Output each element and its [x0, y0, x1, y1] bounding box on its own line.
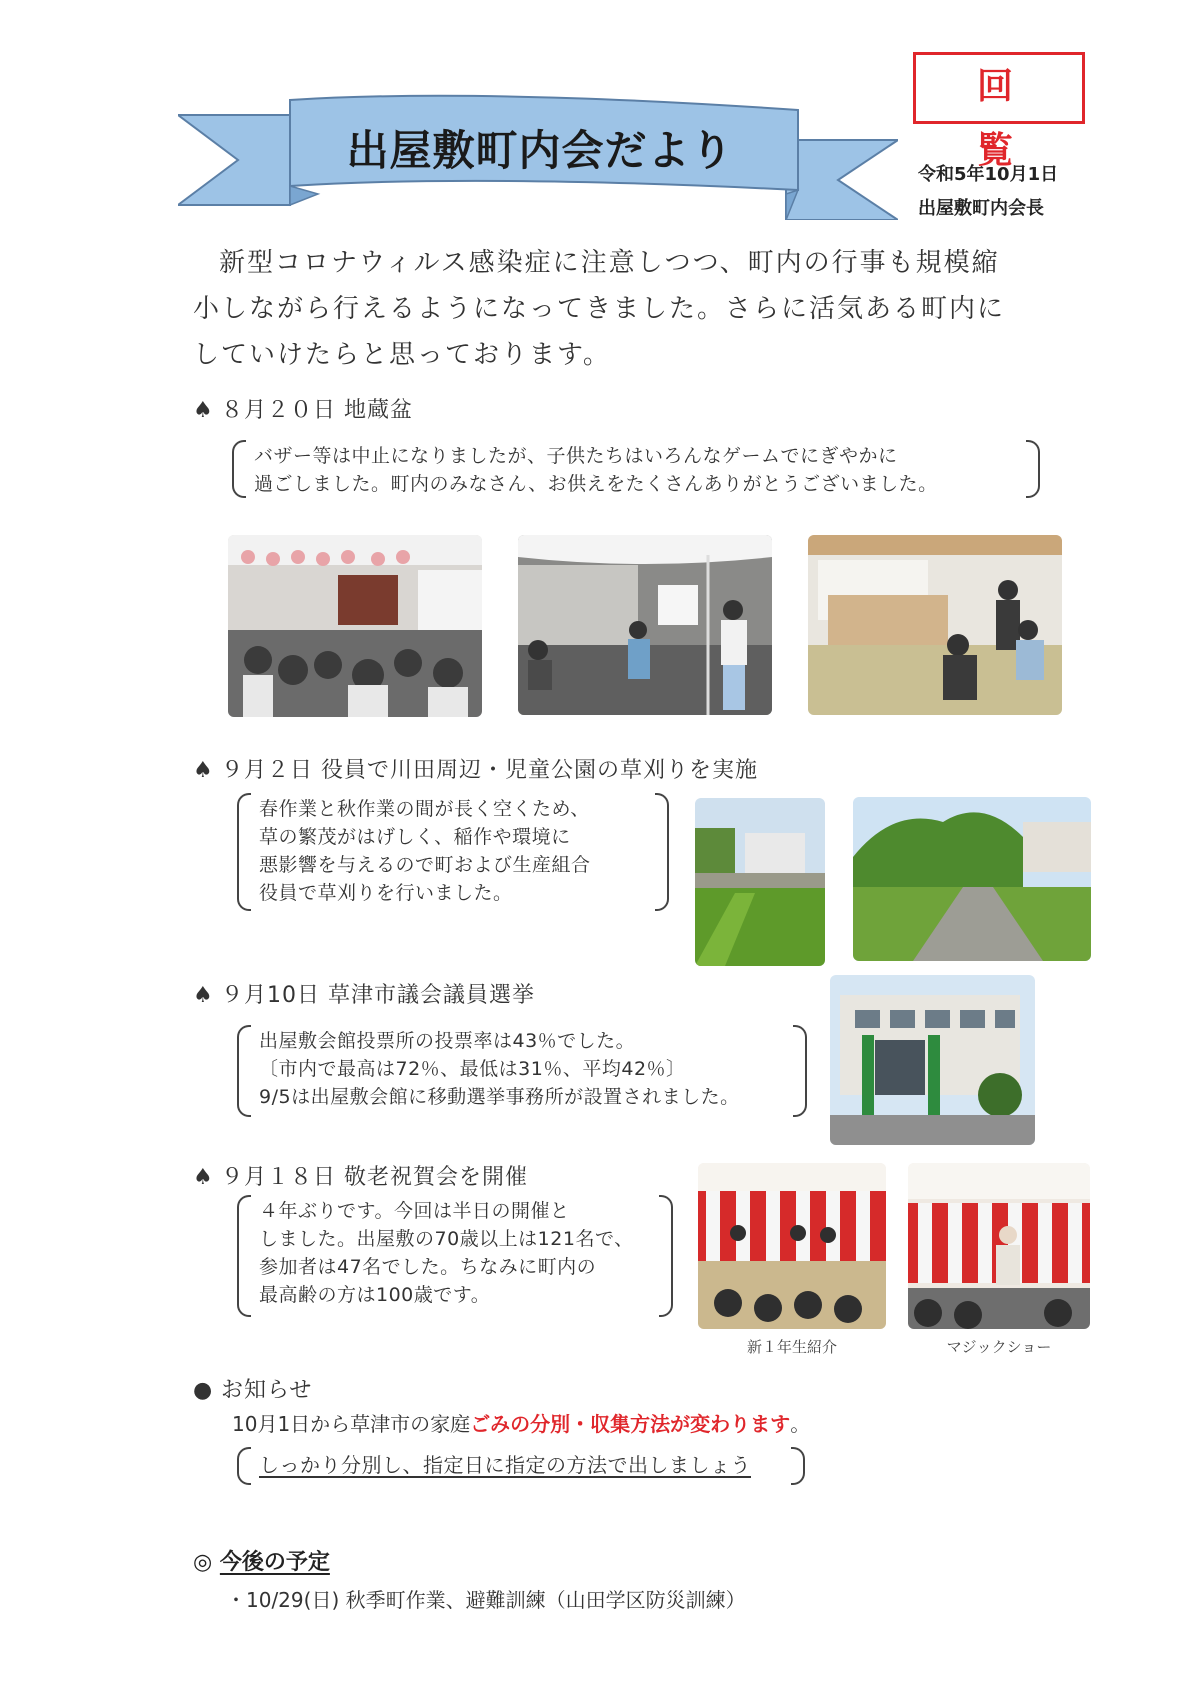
- issue-info: [918, 158, 1058, 226]
- notice-heading: ● お知らせ: [193, 1378, 313, 1403]
- section-keiro-text: ４年ぶりです。今回は半日の開催と しました。出屋敷の70歳以上は121名で、 参加者は47名でした。ちなみに町内の 最高齢の方は100歳です。: [237, 1195, 673, 1317]
- photo-jizobon-games: [518, 535, 772, 715]
- spade-icon: ♠: [193, 398, 214, 423]
- section-election-text: 出屋敷会館投票所の投票率は43％でした。 〔市内で最高は72％、最低は31％、平均42％〕 9/5は出屋敷会館に移動選挙事務所が設置されました。: [237, 1025, 807, 1117]
- kairan-stamp: 回 覧: [913, 52, 1085, 124]
- plan-item: ・10/29(日) 秋季町作業、避難訓練（山田学区防災訓練）: [226, 1588, 746, 1612]
- double-circle-icon: ◎: [193, 1550, 213, 1575]
- section-election-heading: ♠ ９月10日 草津市議会議員選挙: [193, 983, 535, 1008]
- photo-mowing-path: [853, 797, 1091, 961]
- bullet-icon: ●: [193, 1378, 214, 1403]
- intro-paragraph: 新型コロナウィルス感染症に注意しつつ、町内の行事も規模縮小しながら行えるようになってきました。さらに活気ある町内にしていけたらと思っております。: [193, 248, 1006, 370]
- newsletter-title: 出屋敷町内会だより: [346, 126, 734, 175]
- photo-jizobon-offerings: [808, 535, 1062, 715]
- photo-mowing-field: [695, 798, 825, 966]
- issue-author: 出屋敷町内会長: [918, 198, 1044, 219]
- section-jizobon-text: バザー等は中止になりましたが、子供たちはいろんなゲームでにぎやかに 過ごしました。町内のみなさん、お供えをたくさんありがとうございました。: [232, 440, 1040, 498]
- notice-boxed-text: しっかり分別し、指定日に指定の方法で出しましょう: [237, 1447, 805, 1485]
- photo-election-office: [830, 975, 1035, 1145]
- section-keiro-heading: ♠ ９月１８日 敬老祝賀会を開催: [193, 1165, 528, 1190]
- issue-date: 令和5年10月1日: [918, 164, 1059, 185]
- photo-keiro-magic-show: [908, 1163, 1090, 1329]
- notice-line: 10月1日から草津市の家庭ごみの分別・収集方法が変わります。: [232, 1412, 811, 1436]
- plans-heading: ◎ 今後の予定: [193, 1550, 330, 1575]
- section-mowing-text: 春作業と秋作業の間が長く空くため、 草の繁茂がはげしく、稲作や環境に 悪影響を与えるので町および生産組合 役員で草刈りを行いました。: [237, 793, 669, 911]
- spade-icon: ♠: [193, 758, 214, 783]
- photo-keiro-first-graders: [698, 1163, 886, 1329]
- caption-magic-show: マジックショー: [946, 1338, 1052, 1356]
- section-mowing-heading: ♠ ９月２日 役員で川田周辺・児童公園の草刈りを実施: [193, 758, 758, 783]
- notice-emphasis: ごみの分別・収集方法が変わります: [470, 1412, 791, 1436]
- spade-icon: ♠: [193, 1165, 214, 1190]
- caption-first-graders: 新１年生紹介: [746, 1338, 837, 1356]
- section-jizobon-heading: ♠ ８月２０日 地蔵盆: [193, 398, 413, 423]
- photo-jizobon-stage: [228, 535, 482, 717]
- spade-icon: ♠: [193, 983, 214, 1008]
